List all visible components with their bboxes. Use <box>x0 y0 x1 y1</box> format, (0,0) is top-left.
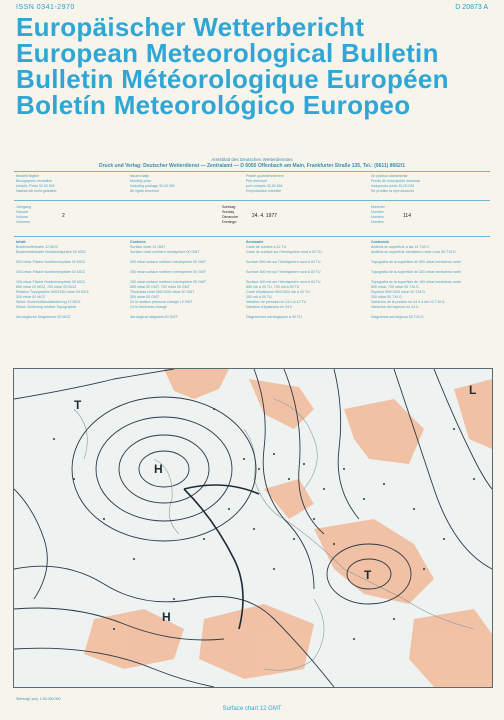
number-value: 114 <box>403 213 411 219</box>
pressure-label: T <box>364 568 372 582</box>
contents-col-de: Inhalt Bodenwetterkarte 12 MGZ Bodenwetterkarte Nordhemisphäre 00 MGZ 500-mbar-Fläche Nordhemisphäre 00 MGZ 300-mbar-Fläche Nordhemisphäre 00 MGZ 100-mbar-Fläche Nordhemisphäre 00 MGZ 850 mbar 00 MGZ, 700 mbar 00 MGZ Relative Topographie 500/1000 mbar 00 MGZ 300 mbar 00 MGZ Stünd. Bodenluftdruckänderung 12 MGZ Stünd. Änderung relative Topographie Aerologische Diagramme 00 MGZ <box>16 240 89 319</box>
title-french: Bulletin Météorologique Européen <box>16 64 449 94</box>
projection-note: Stereogr. proj. 1:30 000 000 <box>16 697 61 701</box>
surface-weather-map <box>13 368 493 688</box>
issn-number: ISSN 0341-2970 <box>16 4 75 11</box>
volume-labels: Jahrgang Volume Volume Volumen <box>16 205 31 224</box>
info-col-en: Issued daily Monthly price including postage 32,00 DM All rights reserved <box>130 174 175 193</box>
divider <box>14 200 490 201</box>
title-english: European Meteorological Bulletin <box>16 38 439 68</box>
pressure-label: T <box>74 398 82 412</box>
info-col-de: Bestellt täglich Bezugspreis monatlich einschl. Porto 32,00 DM Nachdruck nicht gestattet <box>16 174 57 193</box>
weather-map-svg <box>14 369 492 687</box>
title-spanish: Boletín Meteorológico Europeo <box>16 90 411 120</box>
divider <box>14 171 490 172</box>
divider <box>14 236 490 237</box>
pressure-label: H <box>162 610 171 624</box>
number-labels: Nummer Number Numéro Número <box>371 205 385 224</box>
info-col-es: Se publica diariamente Precio de suscripción mensual incluyendo porte 32,00 DM Se prohibe la reproducción <box>371 174 420 193</box>
publication-code: D 20873 A <box>455 4 488 11</box>
info-col-fr: Publié quotidiennement Prix mensuel port compris 32,00 DM Reproduction interdite <box>246 174 284 193</box>
pressure-label: L <box>469 383 477 397</box>
publisher-line-2: Druck und Verlag: Deutscher Wetterdienst — Zentralamt — D 6050 Offenbach am Main, Frankfurter Straße 135, Tel.: (0611) 8062/1 <box>98 163 406 169</box>
title-block <box>16 14 488 118</box>
contents-col-en: Contents Surface chart 12 GMT Surface chart northern hemisphere 00 GMT 500 mbar surface northern hemisphere 00 GMT 300 mbar surface northern hemisphere 00 GMT 100 mbar surface northern hemisphere 00 GMT 850 mbar 00 GMT, 700 mbar 00 GMT Thickness chart 500/1000 mbar 00 GMT 300 mbar 00 GMT 24 hr surface pressure change 12 GMT 24 hr thickness change Aerological diagrams 00 GMT <box>130 240 207 319</box>
contents-col-es: Contenido Análisis en superficie a las 12 T.M.G. Análisis en superficie hemisferio norte a las 00 T.M.G. Topografía de la superficie de 500 mbar hemisferio norte Topografía de la superficie de 300 mbar hemisferio norte Topografía de la superficie de 100 mbar hemisferio norte 850 mbar, 700 mbar 00 T.M.G. Espesor 500/1000 mbar 00 T.M.G. 300 mbar 00 T.M.G. Variación de la presión en 24 h a las 12 T.M.G. Variación del espesor en 24 h Diagramas aerológicos 00 T.M.G. <box>371 240 462 319</box>
contents-col-fr: Sommaire Carte de surface à 12 TU Carte de surface sur l'hémisphère nord à 00 TU Surface 500 mb sur l'hémisphère nord à 00 TU Surface 300 mb sur l'hémisphère nord à 00 TU Surface 100 mb sur l'hémisphère nord à 00 TU 850 mb à 00 TU, 700 mb à 00 TU Carte d'épaisseur 500/1000 mb à 00 TU 300 mb à 00 TU Variation de pression en 24 h à 12 TU Variation d'épaisseur en 24 h Diagrammes aérologiques à 00 TU <box>246 240 322 319</box>
map-caption: Surface chart 12 GMT <box>222 706 282 712</box>
pressure-label: H <box>154 462 163 476</box>
title-german: Europäischer Wetterbericht <box>16 12 365 42</box>
date-labels: Sonntag Sunday Dimanche Domingo <box>222 205 239 224</box>
publisher-line-1: Amtsblatt des Deutschen Wetterdienstes <box>211 157 293 162</box>
volume-value: 2 <box>62 213 65 219</box>
date-value: 24. 4. 1977 <box>252 213 278 219</box>
